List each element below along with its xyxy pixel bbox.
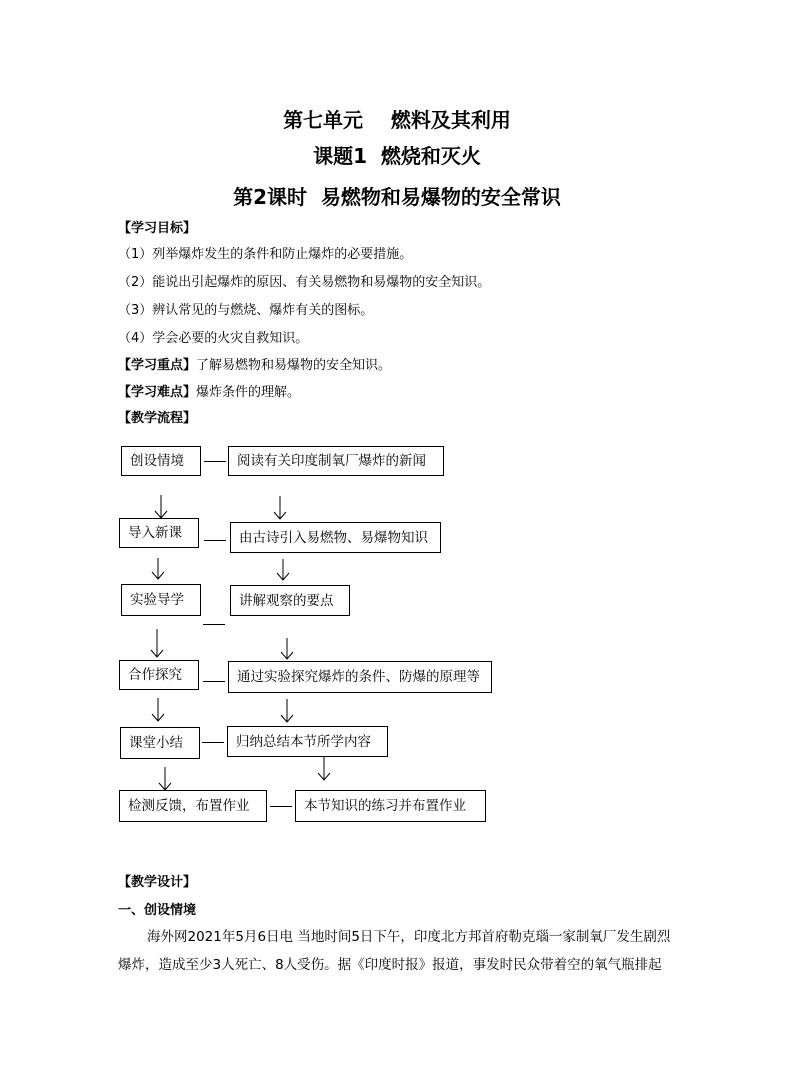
objective-item: （4）学会必要的火灾自救知识。 (118, 331, 309, 346)
objectives-heading: 【学习目标】 (118, 221, 197, 236)
design-heading: 【教学设计】 (118, 875, 197, 890)
connector-line (204, 461, 226, 462)
section-heading: 一、创设情境 (118, 903, 197, 918)
arrow-down-icon (152, 558, 164, 579)
connector-line (202, 742, 224, 743)
objective-item: （3）辨认常见的与燃烧、爆炸有关的图标。 (118, 303, 374, 318)
flow-step-box: 课堂小结 (120, 727, 200, 759)
flow-desc-box: 阅读有关印度制氧厂爆炸的新闻 (228, 446, 444, 476)
paragraph-line: 爆炸，造成至少3人死亡、8人受伤。据《印度时报》报道，事发时民众带着空的氧气瓶排起 (118, 957, 662, 973)
arrow-down-icon (151, 629, 163, 657)
connector-line (203, 624, 225, 625)
arrow-down-icon (155, 495, 167, 518)
paragraph-line: 海外网2021年5月6日电 当地时间5日下午，印度北方邦首府勒克瑙一家制氧厂发生剧烈 (147, 929, 671, 945)
key-point-label: 【学习重点】 (118, 358, 197, 373)
arrow-down-icon (281, 638, 293, 659)
flow-desc-box: 讲解观察的要点 (230, 585, 350, 616)
flow-desc-box: 由古诗引入易燃物、易爆物知识 (230, 522, 441, 553)
arrow-down-icon (159, 767, 171, 790)
connector-line (204, 540, 226, 541)
period-title: 第2课时 易燃物和易爆物的安全常识 (233, 185, 561, 209)
arrow-down-icon (274, 496, 286, 519)
flow-step-box: 检测反馈，布置作业 (119, 790, 267, 822)
flow-desc-box: 本节知识的练习并布置作业 (295, 790, 486, 822)
arrow-down-icon (318, 757, 330, 780)
lesson-title: 课题1 燃烧和灭火 (313, 144, 481, 168)
difficulty-text: 爆炸条件的理解。 (196, 385, 301, 400)
key-point-text: 了解易燃物和易爆物的安全知识。 (196, 358, 392, 373)
flow-desc-box: 归纳总结本节所学内容 (227, 726, 388, 757)
flow-step-box: 实验导学 (121, 584, 201, 616)
flow-desc-box: 通过实验探究爆炸的条件、防爆的原理等 (228, 661, 492, 693)
objective-item: （1）列举爆炸发生的条件和防止爆炸的必要措施。 (118, 247, 413, 262)
arrow-down-icon (277, 559, 289, 580)
flow-step-box: 合作探究 (119, 660, 199, 690)
difficulty-label: 【学习难点】 (118, 385, 197, 400)
arrow-down-icon (152, 698, 164, 721)
unit-title: 第七单元 燃料及其利用 (283, 108, 511, 132)
arrow-down-icon (281, 699, 293, 722)
connector-line (270, 806, 292, 807)
connector-line (203, 681, 225, 682)
flow-step-box: 创设情境 (121, 446, 201, 476)
flow-heading: 【教学流程】 (118, 411, 197, 426)
flow-step-box: 导入新课 (119, 518, 199, 548)
objective-item: （2）能说出引起爆炸的原因、有关易燃物和易爆物的安全知识。 (118, 275, 491, 290)
